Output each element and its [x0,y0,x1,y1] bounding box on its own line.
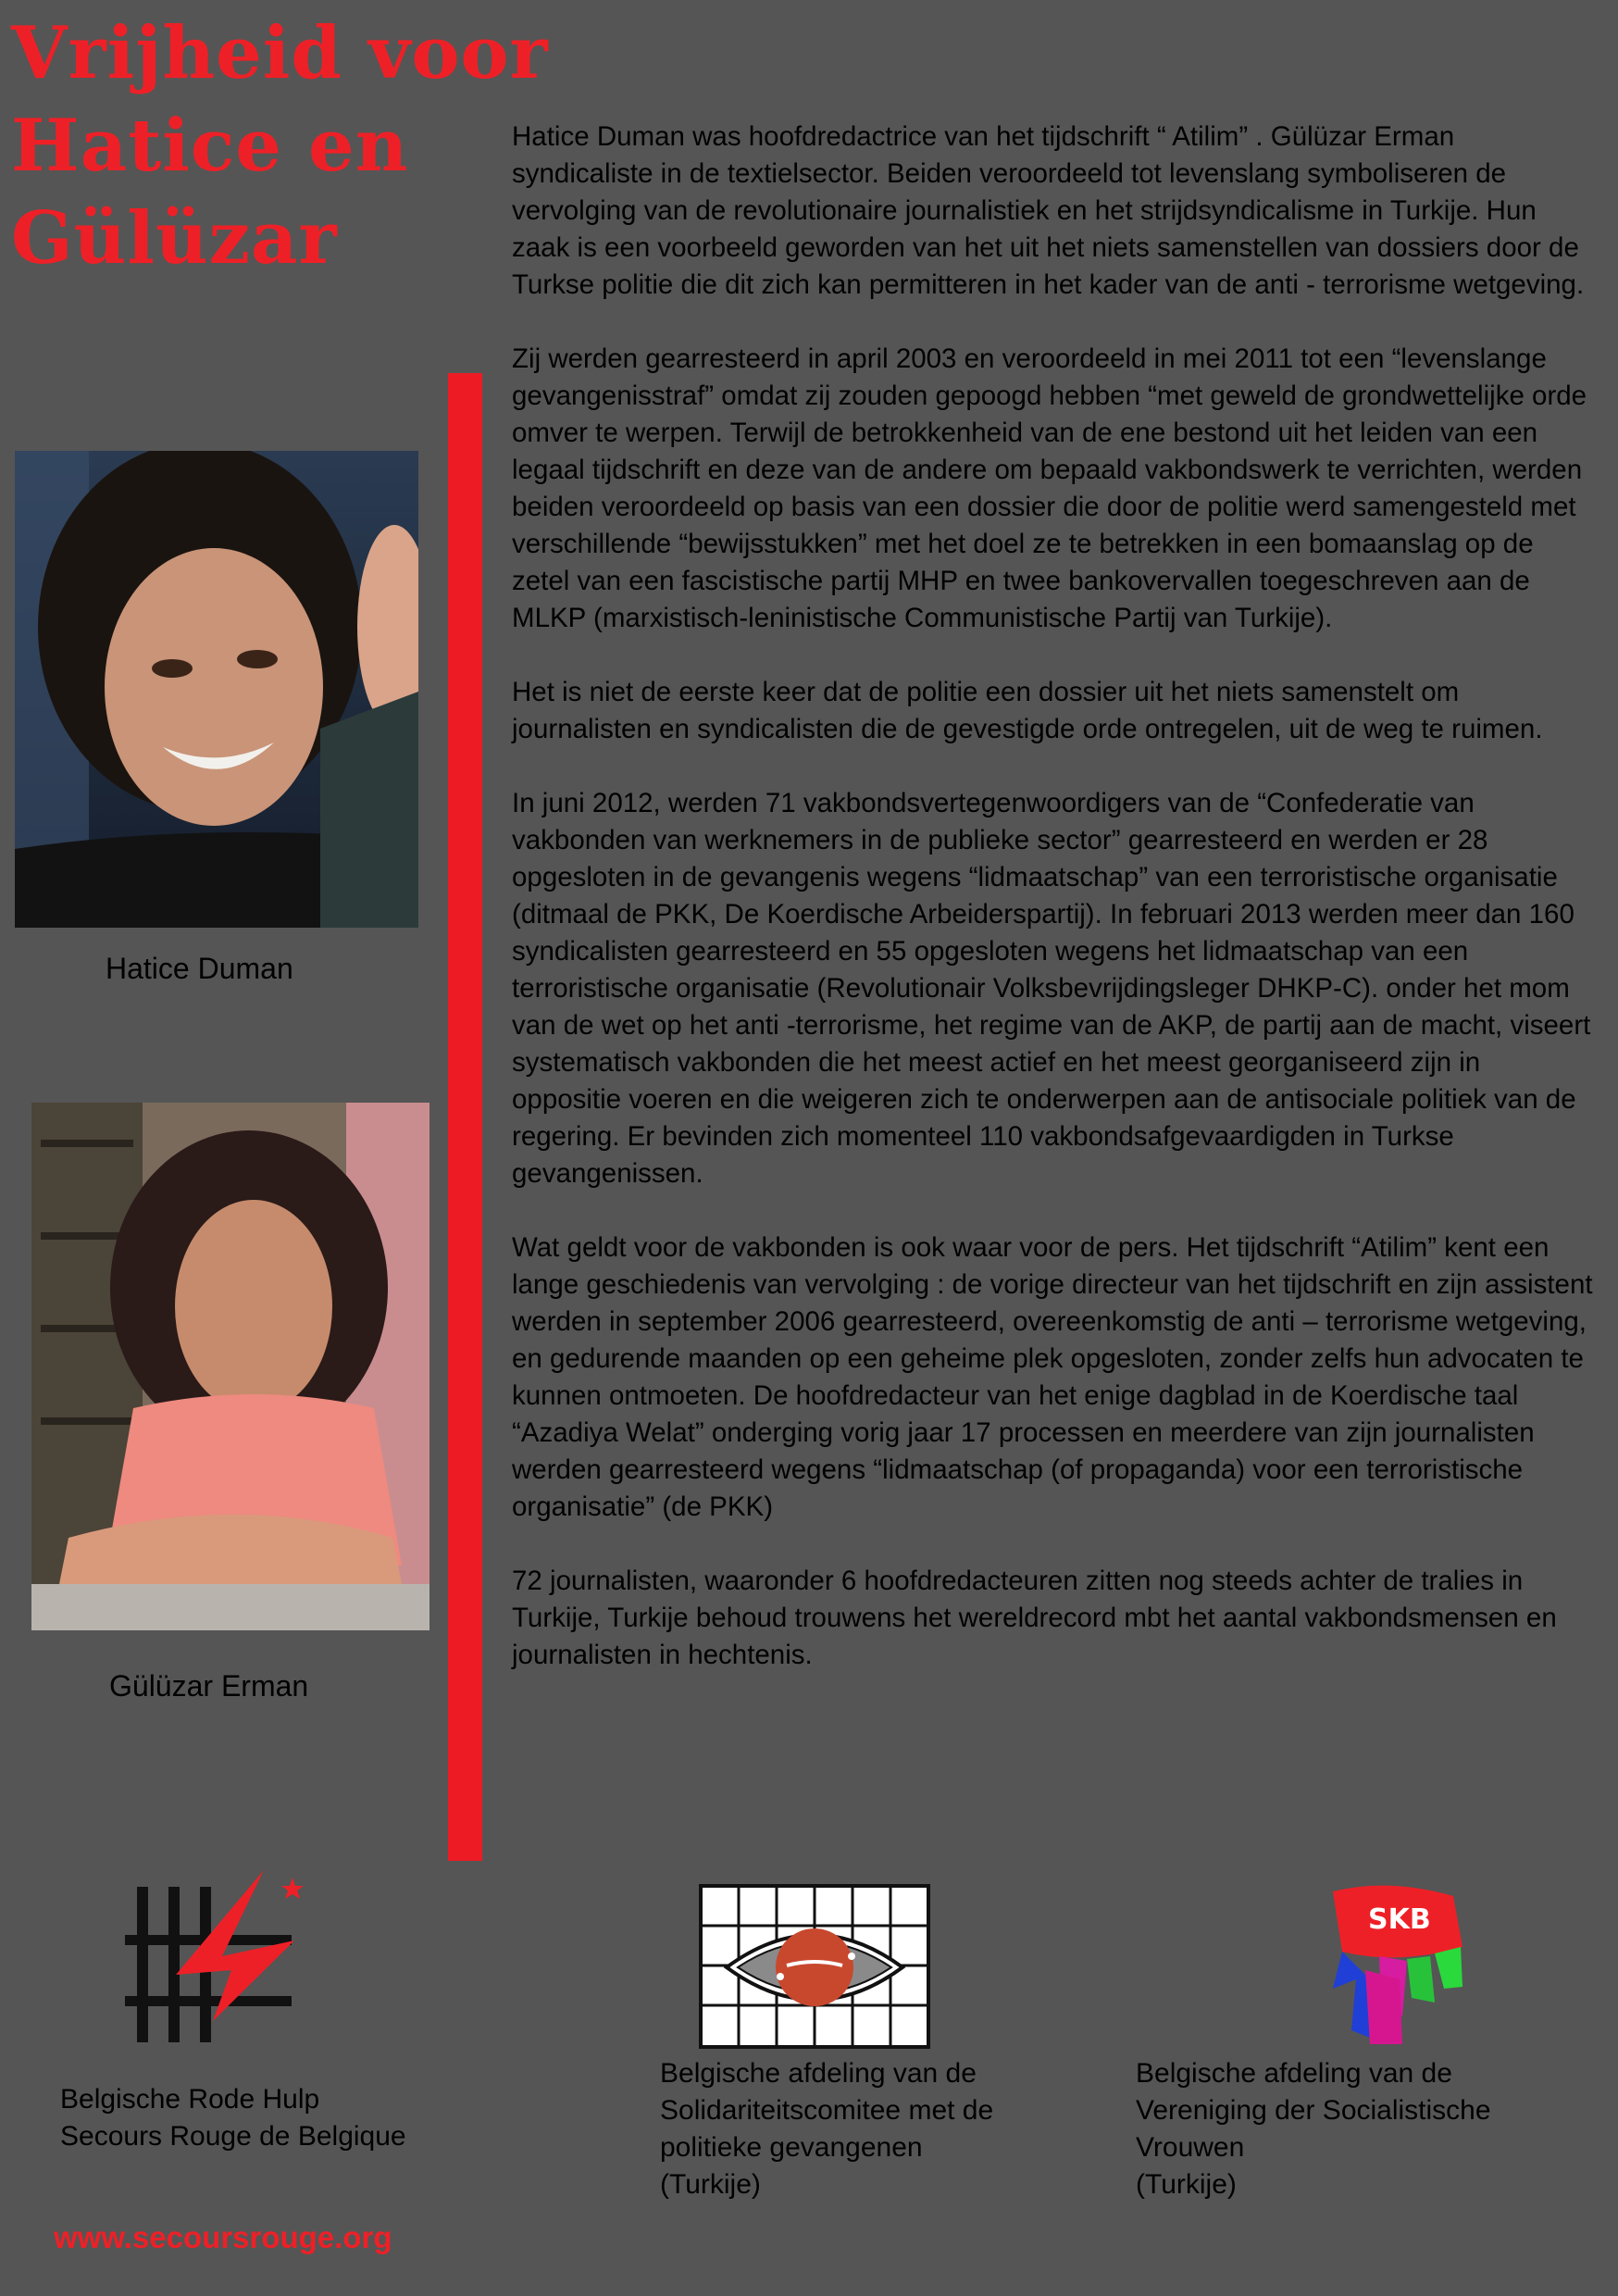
org3-line-4: (Turkije) [1136,2169,1237,2200]
paragraph-intro: Hatice Duman was hoofdredactrice van het tijdschrift “ Atilim” . Gülüzar Erman syndicaliste in de textielsector. Beiden veroordeeld tot levenslang symboliseren de vervolging van de revolutionaire journalistiek en het strijdsyndicalisme in Turkije. Hun zaak is een voorbeeld geworden van het uit het niets samenstellen van dossiers door de Turkse politie die dit zich kan permitteren in het kader van de anti - terrorisme wetgeving. [512,121,1585,300]
solidarity-committee-logo [699,1884,930,2049]
paragraph-press: Wat geldt voor de vakbonden is ook waar voor de pers. Het tijdschrift “Atilim” kent een lange geschiedenis van vervolging : de vorige directeur van het tijdschrift en zijn assistent werden in september 2006 gearresteerd, overeenkomstig de anti – terrorisme wetgeving, en gedurende maanden op een geheime plek opgesloten, zonder zelfs hun advocaten te kunnen ontmoeten. De hoofdredacteur van het enige dagblad in de Koerdische taal “Azadiya Welat” onderging vorig jaar 17 processen en meerdere van zijn journalisten werden gearresteerd wegens “lidmaatschap (of propaganda) voor een terroristische organisatie” (de PKK) [512,1232,1593,1522]
org2-line-4: (Turkije) [660,2169,761,2200]
org2-line-1: Belgische afdeling van de [660,2058,977,2089]
article-body [512,119,1595,1711]
org-secours-rouge-label [60,2081,406,2155]
page-title [11,7,549,285]
title-line-3: Gülüzar [11,196,338,281]
org3-line-1: Belgische afdeling van de [1136,2058,1452,2089]
org2-line-2: Solidariteitscomitee met de [660,2095,994,2126]
org2-line-3: politieke gevangenen [660,2132,923,2163]
paragraph-first-time: Het is niet de eerste keer dat de politie een dossier uit het niets samenstelt om journalisten en syndicalisten die de gevestigde orde ontregelen, uit de weg te ruimen. [512,677,1543,744]
secours-rouge-logo [111,1868,310,2044]
paragraph-journalists: 72 journalisten, waaronder 6 hoofdredacteuren zitten nog steeds achter de tralies in Turkije, Turkije behoud trouwens het wereldrecord mbt het aantal vakbondsmensen en journalisten in hechtenis. [512,1566,1557,1670]
org3-line-3: Vrouwen [1136,2132,1245,2163]
org3-line-2: Vereniging der Socialistische [1136,2095,1491,2126]
skb-logo [1314,1878,1481,2049]
website-link[interactable]: www.secoursrouge.org [54,2220,392,2254]
hatice-duman-photo [15,451,418,928]
org1-line-2: Secours Rouge de Belgique [60,2121,406,2152]
title-line-1: Vrijheid voor [11,11,549,95]
title-line-2: Hatice en [11,104,409,188]
paragraph-arrest: Zij werden gearresteerd in april 2003 en veroordeeld in mei 2011 tot een “levenslange gevangenisstraf” omdat zij zouden gepoogd hebben “met geweld de grondwettelijke orde omver te werpen. Terwijl de betrokkenheid van de ene bestond uit het leiden van een legaal tijdschrift en deze van de andere om bepaald vakbondswerk te verrichten, werden beiden veroordeeld op basis van een dossier die door de politie werd samengesteld met verschillende “bewijsstukken” met het doel ze te betrekken in een bomaanslag op de zetel van een fascistische partij MHP en twee bankovervallen toegeschreven aan de MLKP (marxistisch-leninistische Communistische Partij van Turkije). [512,343,1587,633]
red-divider-bar [448,373,482,1861]
org1-line-1: Belgische Rode Hulp [60,2084,320,2115]
hatice-duman-caption: Hatice Duman [106,952,293,985]
paragraph-unions: In juni 2012, werden 71 vakbondsvertegenwoordigers van de “Confederatie van vakbonden van werknemers in de publieke sector” gearresteerd en werden er 28 opgesloten in de gevangenis wegens “lidmaatschap” van een terroristische organisatie (ditmaal de PKK, De Koerdische Arbeiderspartij). In februari 2013 werden meer dan 160 syndicalisten gearresteerd en 55 opgesloten wegens het lidmaatschap van een terroristische organisatie (Revolutionair Volksbevrijdingsleger DHKP-C). onder het mom van de wet op het anti -terrorisme, het regime van de AKP, de partij aan de macht, viseert systematisch vakbonden die het meest actief en het meest georganiseerd zijn in oppositie voeren en die weigeren zich te onderwerpen aan de antisociale politiek van de regering. Er bevinden zich momenteel 110 vakbondsafgevaardigden in Turkse gevangenissen. [512,788,1591,1189]
guluzar-erman-caption: Gülüzar Erman [109,1669,309,1703]
guluzar-erman-photo [31,1103,429,1630]
org-socialist-women-label [1136,2055,1491,2203]
org-solidarity-committee-label [660,2055,993,2203]
skb-logo-text: SKB [1368,1903,1431,1936]
